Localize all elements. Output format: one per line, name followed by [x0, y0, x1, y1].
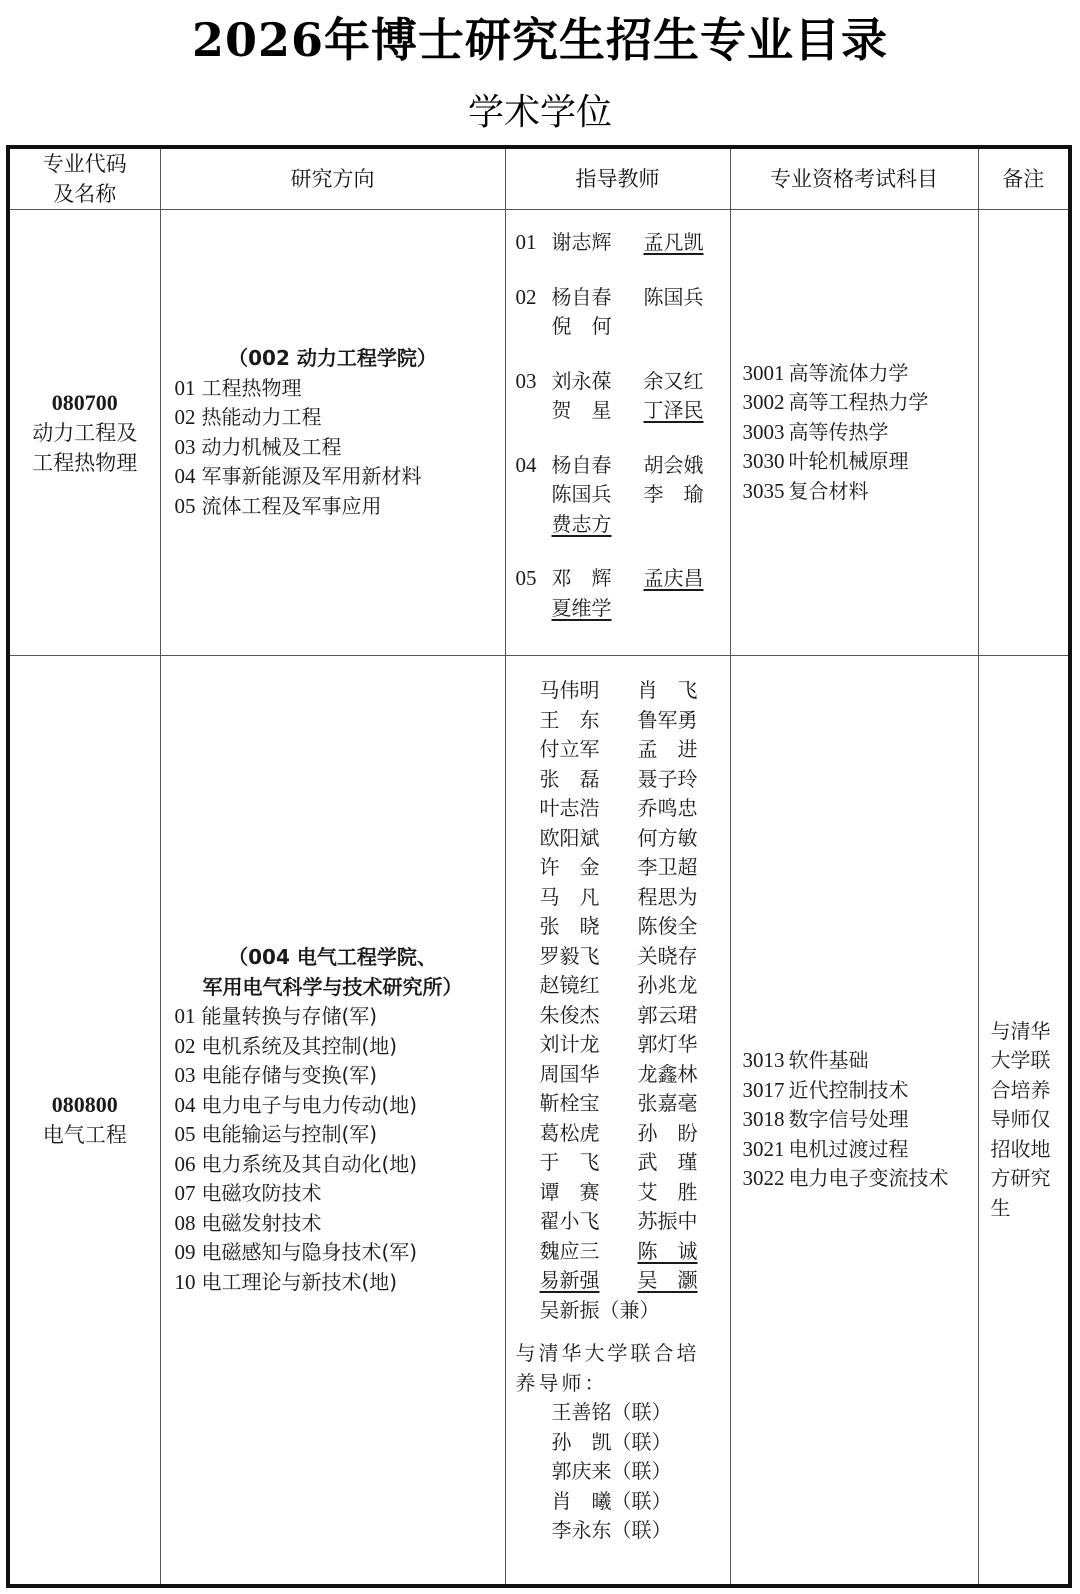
advisor-name: 叶志浩: [539, 796, 600, 820]
advisor-name: 肖 飞: [637, 678, 698, 702]
group-number: 04: [515, 452, 537, 477]
advisor-name: 赵镜红: [539, 973, 600, 997]
advisor-name: 许 金: [539, 855, 600, 879]
advisor-group: [516, 228, 730, 258]
advisor-name: 马伟明: [539, 678, 600, 702]
direction-item: 04 军事新能源及军用新材料: [174, 464, 422, 488]
advisor-name: 龙鑫林: [637, 1061, 698, 1086]
group-number: 01: [515, 230, 537, 254]
advisor-name: 孙兆龙: [637, 973, 698, 997]
advisor-name: 张 磊: [539, 766, 600, 791]
major-code: 080800: [51, 1092, 118, 1117]
advisor-name: 王 东: [539, 707, 600, 732]
advisor-name: 郭云珺: [637, 1002, 698, 1027]
direction-item: 01 能量转换与存储(军): [174, 1004, 378, 1028]
exam-item: 3030 叶轮机械原理: [742, 449, 909, 474]
advisor-cell: [505, 656, 730, 1587]
major-name-line: 动力工程及: [32, 420, 138, 445]
advisor-name: 陈国兵: [643, 284, 704, 309]
advisor-name: 关晓存: [637, 943, 698, 968]
advisor-name: 张嘉毫: [637, 1091, 698, 1115]
header-direction: 研究方向: [160, 147, 505, 210]
advisor-name: 李卫超: [637, 855, 698, 879]
advisor-name: 程思为: [637, 884, 698, 909]
exam-cell: [730, 656, 978, 1587]
major-code: 080700: [51, 389, 118, 415]
advisor-name: 郭灯华: [637, 1032, 698, 1056]
advisor-name: 夏维学: [551, 595, 612, 620]
advisor-name: 孟 进: [637, 737, 698, 761]
header-code: [8, 147, 160, 210]
advisor-name: 艾 胜: [637, 1179, 698, 1204]
advisor-name: 费志方: [551, 511, 612, 536]
major-code-cell: [8, 656, 160, 1587]
exam-item: 3013 软件基础: [742, 1048, 869, 1073]
exam-item: 3018 数字信号处理: [742, 1107, 909, 1132]
document-subtitle: 学术学位: [467, 92, 612, 133]
advisor-name: 邓 辉: [551, 566, 612, 590]
exam-item: 3021 电机过渡过程: [742, 1136, 909, 1161]
direction-item: 02 热能动力工程: [174, 405, 322, 429]
major-name-line: 工程热物理: [32, 450, 138, 475]
department-label: （002 动力工程学院）: [228, 346, 437, 370]
group-number: 05: [515, 566, 537, 590]
advisor-name: 张 晓: [539, 914, 600, 938]
table-row: [8, 210, 1070, 656]
advisor-name: 聂子玲: [637, 766, 698, 791]
exam-item: 3022 电力电子变流技术: [742, 1166, 949, 1191]
advisor-name: 孟庆昌: [643, 566, 704, 590]
direction-item: 06 电力系统及其自动化(地): [174, 1151, 418, 1176]
catalog-table: [6, 145, 1072, 1588]
advisor-name: 杨自春: [551, 284, 612, 309]
advisor-cell: [505, 210, 730, 656]
table-row: [8, 656, 1070, 1587]
advisor-name: 贺 星: [551, 398, 612, 422]
header-note: 备注: [978, 147, 1070, 210]
direction-item: 04 电力电子与电力传动(地): [174, 1092, 418, 1117]
exam-item: 3002 高等工程热力学: [742, 390, 929, 415]
advisor-name: 倪 何: [551, 314, 612, 338]
joint-advisor-name: 王善铭（联）: [551, 1400, 672, 1424]
joint-advisor-name: 李永东（联）: [551, 1518, 672, 1542]
advisor-name: 孟凡凯: [643, 230, 704, 254]
advisor-name: 鲁军勇: [637, 707, 698, 732]
major-name-line: 电气工程: [42, 1123, 127, 1147]
joint-advisor-list: [552, 1398, 730, 1546]
advisor-name: 谢志辉: [551, 230, 612, 254]
advisor-name: 葛松虎: [539, 1120, 600, 1145]
advisor-name: 翟小飞: [539, 1209, 600, 1233]
joint-advisor-name: 郭庆来（联）: [551, 1459, 672, 1483]
exam-item: 3017 近代控制技术: [742, 1077, 909, 1102]
direction-item: 01 工程热物理: [174, 375, 302, 400]
advisor-part-time: 吴新振（兼）: [539, 1297, 660, 1322]
direction-cell: [160, 210, 505, 656]
header-exam: 专业资格考试科目: [730, 147, 978, 210]
department-label: 军用电气科学与技术研究所）: [202, 974, 463, 999]
direction-item: 03 电能存储与变换(军): [174, 1063, 378, 1087]
exam-item: 3001 高等流体力学: [742, 360, 909, 385]
group-number: 02: [515, 284, 537, 309]
direction-item: 07 电磁攻防技术: [174, 1181, 322, 1205]
advisor-group: [516, 367, 730, 426]
advisor-name: 何方敏: [637, 825, 698, 850]
advisor-name: 马 凡: [539, 884, 600, 909]
advisor-name: 易新强: [539, 1268, 600, 1292]
advisor-name: 武 瑾: [637, 1150, 698, 1174]
note-cell: 与清华大学联合培养导师仅招收地方研究生: [978, 656, 1070, 1587]
advisor-group: [516, 283, 730, 342]
advisor-name: 余又红: [643, 368, 704, 393]
header-code-line-2: 及名称: [53, 182, 117, 206]
direction-item: 08 电磁发射技术: [174, 1210, 322, 1235]
advisor-name: 靳栓宝: [539, 1091, 600, 1115]
direction-item: 05 电能输运与控制(军): [174, 1122, 378, 1146]
direction-item: 02 电机系统及其控制(地): [174, 1033, 398, 1058]
direction-item: 10 电工理论与新技术(地): [174, 1269, 398, 1294]
advisor-name: 朱俊杰: [539, 1002, 600, 1027]
note-cell: [978, 210, 1070, 656]
advisor-name: 付立军: [539, 737, 600, 761]
advisor-name: 刘计龙: [539, 1032, 600, 1056]
advisor-name: 杨自春: [551, 452, 612, 477]
advisor-name: 谭 赛: [539, 1179, 600, 1204]
advisor-name: 孙 盼: [637, 1120, 698, 1145]
advisor-name: 胡会娥: [643, 452, 704, 477]
advisor-name: 陈俊全: [637, 914, 698, 938]
advisor-name: 吴 灏: [637, 1268, 698, 1292]
exam-item: 3003 高等传热学: [742, 419, 889, 444]
department-label: （004 电气工程学院、: [228, 945, 437, 969]
joint-advisor-label: 与清华大学联合培养导师：: [515, 1341, 700, 1395]
direction-item: 09 电磁感知与隐身技术(军): [174, 1240, 418, 1264]
advisor-name: 周国华: [539, 1061, 600, 1086]
advisor-name: 罗毅飞: [539, 943, 600, 968]
table-header-row: [8, 147, 1070, 210]
advisor-name: 陈国兵: [551, 482, 612, 506]
advisor-name: 魏应三: [539, 1238, 600, 1263]
header-advisor: 指导教师: [505, 147, 730, 210]
major-code-cell: [8, 210, 160, 656]
direction-item: 03 动力机械及工程: [174, 434, 342, 459]
direction-item: 05 流体工程及军事应用: [174, 493, 382, 518]
advisor-name: 李 瑜: [643, 482, 704, 506]
document-title: 2026年博士研究生招生专业目录: [191, 13, 889, 67]
advisor-list: [540, 676, 730, 1296]
advisor-group: [516, 451, 730, 540]
advisor-group: [516, 564, 730, 623]
advisor-name: 陈 诚: [637, 1238, 698, 1263]
advisor-name: 苏振中: [637, 1209, 698, 1233]
exam-item: 3035 复合材料: [742, 478, 869, 503]
direction-cell: [160, 656, 505, 1587]
advisor-name: 于 飞: [539, 1150, 600, 1174]
advisor-name: 欧阳斌: [539, 825, 600, 850]
joint-advisor-name: 孙 凯（联）: [551, 1429, 672, 1454]
group-number: 03: [515, 368, 537, 393]
advisor-name: 刘永葆: [551, 368, 612, 393]
joint-advisor-name: 肖 曦（联）: [551, 1488, 672, 1513]
advisor-name: 乔鸣忠: [637, 796, 698, 820]
header-code-line-1: 专业代码: [42, 152, 127, 176]
advisor-name: 丁泽民: [643, 398, 704, 422]
exam-cell: [730, 210, 978, 656]
